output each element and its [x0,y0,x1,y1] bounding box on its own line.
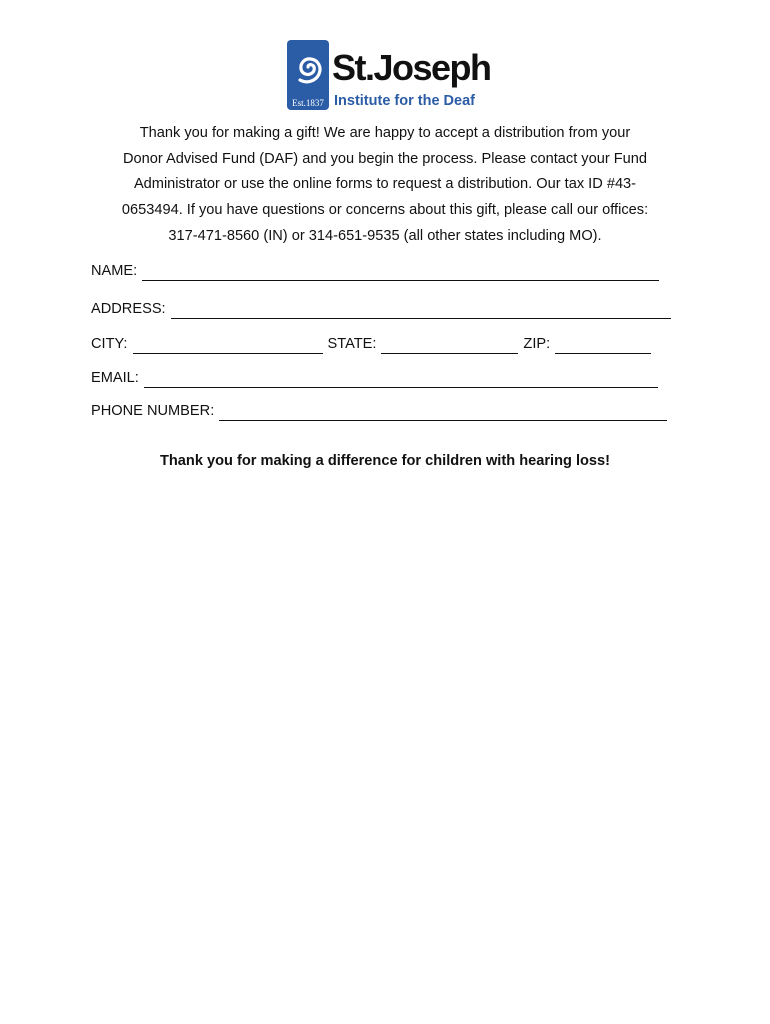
state-field[interactable] [381,337,518,354]
phone-field[interactable] [219,404,667,421]
address-field-row [91,299,671,319]
name-field[interactable] [142,264,659,281]
intro-line: Thank you for making a gift! We are happy to accept a distribution from your [139,125,631,141]
email-field[interactable] [144,371,658,388]
state-label: STATE: [327,336,377,352]
city-label: CITY: [91,336,128,352]
intro-line: Administrator or use the online forms to request a distribution. Our tax ID #43- [133,176,637,192]
logo-established: Est.1837 [292,98,324,108]
zip-label: ZIP: [523,336,551,352]
city-state-zip-row [91,334,651,354]
name-field-row [91,261,659,281]
zip-field[interactable] [555,337,651,354]
phone-field-row [91,401,667,421]
spiral-icon [292,45,324,89]
email-label: EMAIL: [91,370,139,386]
intro-paragraph [80,121,690,223]
logo-mark [287,40,329,110]
logo [287,40,491,112]
intro-line: 0653494. If you have questions or concerns about this gift, please call our offices: [121,201,649,218]
closing-message: Thank you for making a difference for children with hearing loss! [159,453,611,469]
intro-line: Donor Advised Fund (DAF) and you begin the process. Please contact your Fund [122,150,648,167]
address-label: ADDRESS: [91,301,166,317]
logo-name: St.Joseph [332,47,491,88]
phone-numbers: 317-471-8560 (IN) or 314-651-9535 (all other states including MO). [168,228,602,244]
city-field[interactable] [133,337,323,354]
phone-label: PHONE NUMBER: [91,403,215,419]
logo-subtitle: Institute for the Deaf [334,93,475,109]
name-label: NAME: [91,263,138,279]
address-field[interactable] [171,302,671,319]
email-field-row [91,368,658,388]
